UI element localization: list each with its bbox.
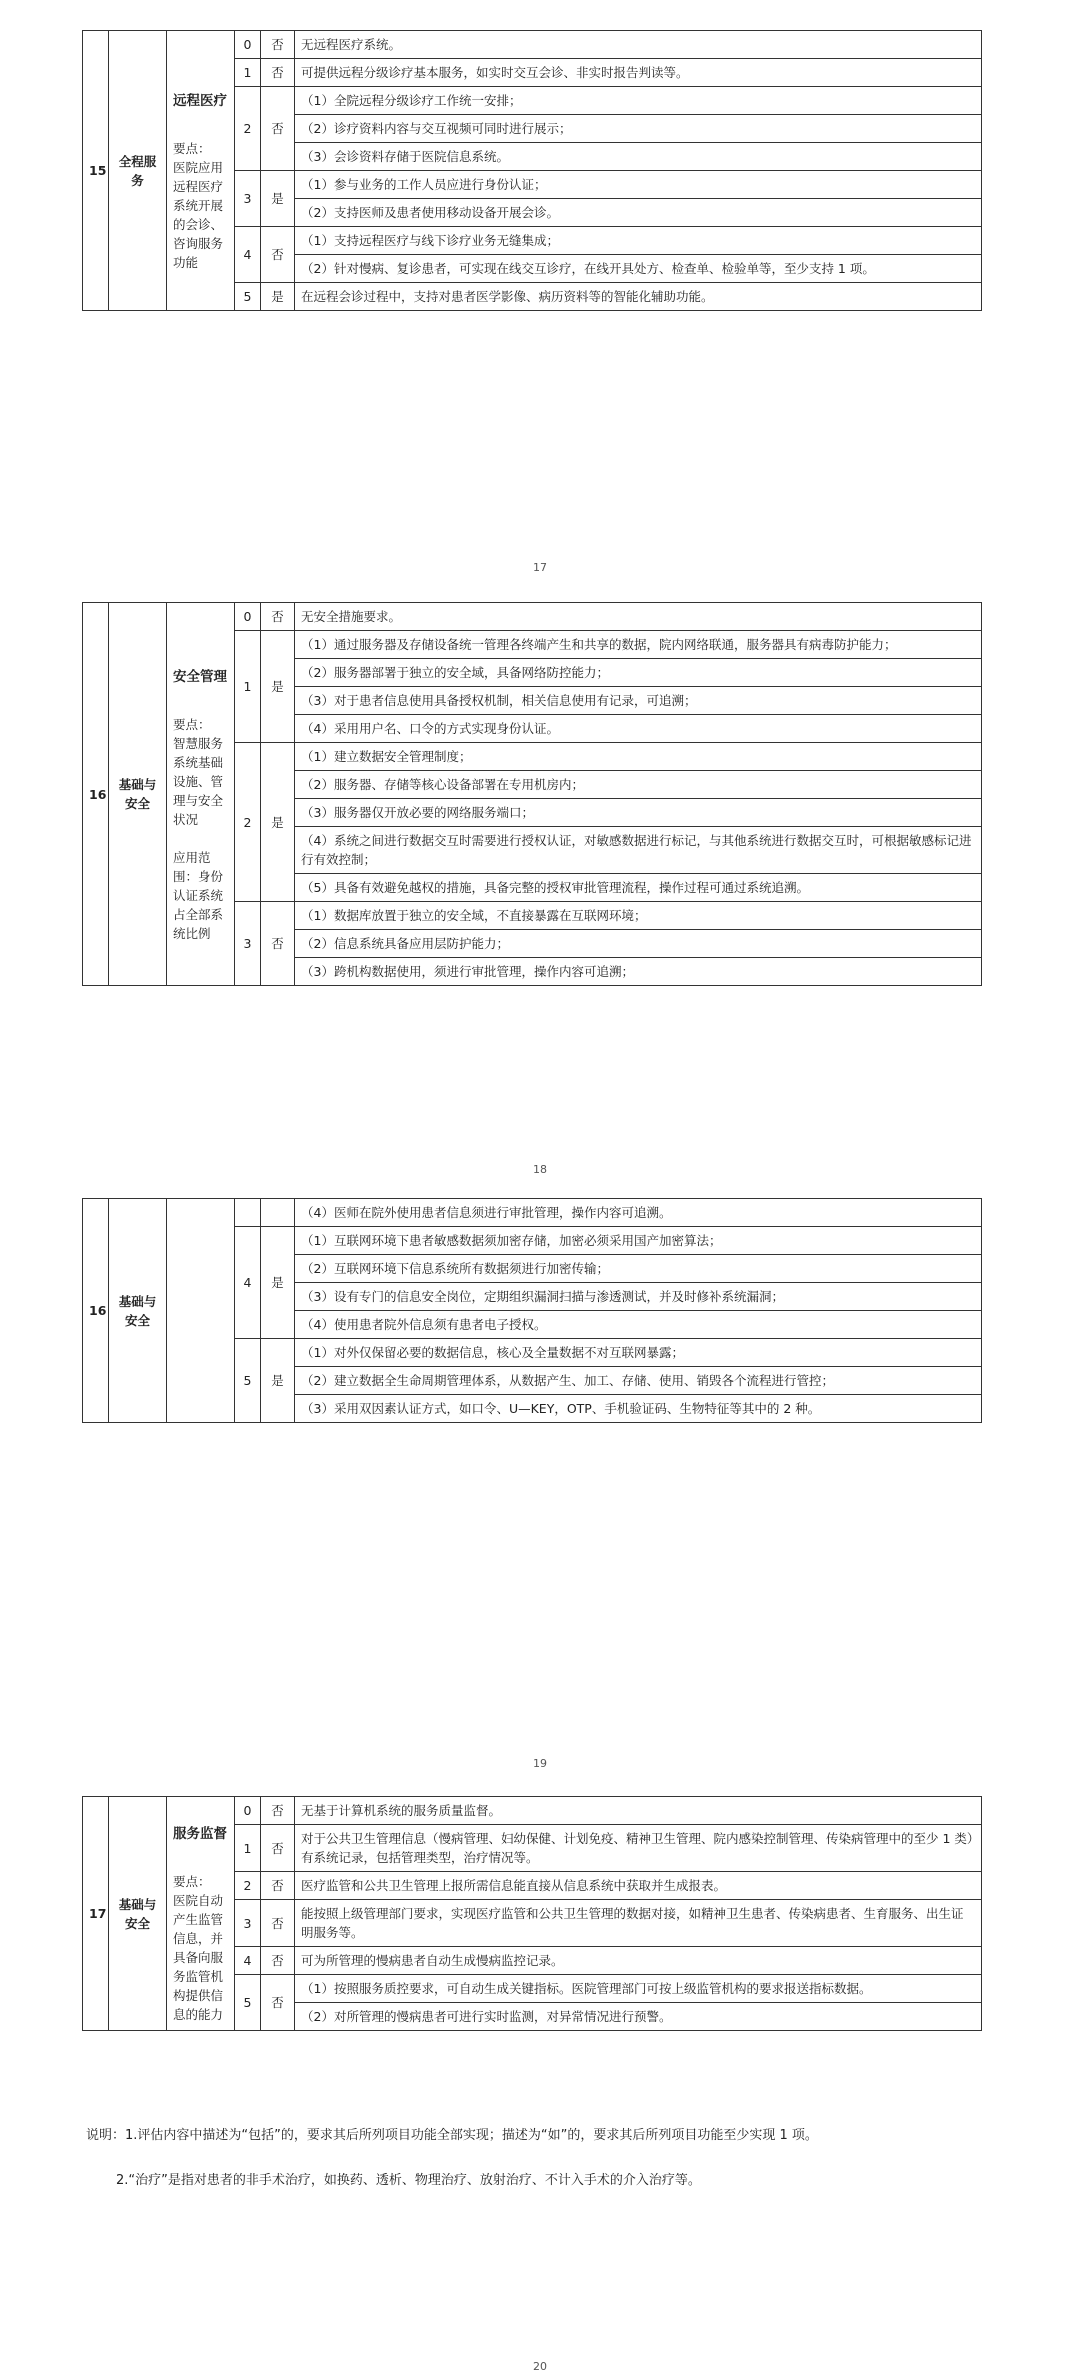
content-cell: （1）支持远程医疗与线下诊疗业务无缝集成； <box>295 227 982 255</box>
basic-requirement-cell: 否 <box>261 1825 295 1872</box>
basic-requirement-cell: 否 <box>261 1947 295 1975</box>
level-cell: 4 <box>235 1227 261 1339</box>
basic-requirement-cell: 否 <box>261 1975 295 2031</box>
content-cell: （1）全院远程分级诊疗工作统一安排； <box>295 87 982 115</box>
content-cell: （1）通过服务器及存储设备统一管理各终端产生和共享的数据，院内网络联通，服务器具有病毒防护能力； <box>295 631 982 659</box>
content-cell: （4）采用用户名、口令的方式实现身份认证。 <box>295 715 982 743</box>
content-cell: 对于公共卫生管理信息（慢病管理、妇幼保健、计划免疫、精神卫生管理、院内感染控制管理、传染病管理中的至少 1 类）有系统记录，包括管理类型，治疗情况等。 <box>295 1825 982 1872</box>
basic-requirement-cell: 是 <box>261 283 295 311</box>
footnote-1: 说明：1.评估内容中描述为“包括”的，要求其后所列项目功能全部实现；描述为“如”的，要求其后所列项目功能至少实现 1 项。 <box>86 2128 818 2143</box>
section-17-table <box>82 1796 982 2031</box>
spacer <box>173 829 228 848</box>
level-cell: 2 <box>235 743 261 902</box>
content-cell: （2）互联网环境下信息系统所有数据须进行加密传输； <box>295 1255 982 1283</box>
row-number: 15 <box>83 31 109 311</box>
content-cell: 能按照上级管理部门要求，实现医疗监管和公共卫生管理的数据对接，如精神卫生患者、传染病患者、生育服务、出生证明服务等。 <box>295 1900 982 1947</box>
level-cell: 2 <box>235 1872 261 1900</box>
requirement-cell <box>167 1199 235 1423</box>
basic-requirement-cell: 是 <box>261 1227 295 1339</box>
page-number: 18 <box>533 1163 547 1176</box>
requirement-title: 远程医疗 <box>173 92 227 109</box>
content-cell: 无基于计算机系统的服务质量监督。 <box>295 1797 982 1825</box>
basic-requirement-cell: 是 <box>261 743 295 902</box>
content-cell: 在远程会诊过程中，支持对患者医学影像、病历资料等的智能化辅助功能。 <box>295 283 982 311</box>
content-cell: （1）对外仅保留必要的数据信息，核心及全量数据不对互联网暴露； <box>295 1339 982 1367</box>
basic-requirement-cell: 否 <box>261 1797 295 1825</box>
basic-requirement-cell <box>261 1199 295 1227</box>
category-cell: 全程服务 <box>109 31 167 311</box>
level-cell: 3 <box>235 902 261 986</box>
category-cell: 基础与安全 <box>109 603 167 986</box>
requirement-description: 智慧服务系统基础设施、管理与安全状况 <box>173 735 224 827</box>
content-cell: 可提供远程分级诊疗基本服务，如实时交互会诊、非实时报告判读等。 <box>295 59 982 87</box>
level-cell <box>235 1199 261 1227</box>
row-number: 16 <box>83 1199 109 1423</box>
category-cell: 基础与安全 <box>109 1199 167 1423</box>
basic-requirement-cell: 否 <box>261 902 295 986</box>
requirement-description: 医院应用远程医疗系统开展的会诊、咨询服务功能 <box>173 159 224 270</box>
category-cell: 基础与安全 <box>109 1797 167 2031</box>
level-cell: 1 <box>235 1825 261 1872</box>
content-cell: （3）对于患者信息使用具备授权机制，相关信息使用有记录，可追溯； <box>295 687 982 715</box>
content-cell: （1）按照服务质控要求，可自动生成关键指标。医院管理部门可按上级监管机构的要求报送指标数据。 <box>295 1975 982 2003</box>
content-cell: （4）系统之间进行数据交互时需要进行授权认证，对敏感数据进行标记，与其他系统进行数据交互时，可根据敏感标记进行有效控制； <box>295 827 982 874</box>
content-cell: （4）使用患者院外信息须有患者电子授权。 <box>295 1311 982 1339</box>
table-row <box>83 31 982 59</box>
page-number: 17 <box>533 561 547 574</box>
content-cell: （3）服务器仅开放必要的网络服务端口； <box>295 799 982 827</box>
content-cell: （2）诊疗资料内容与交互视频可同时进行展示； <box>295 115 982 143</box>
level-cell: 5 <box>235 1975 261 2031</box>
basic-requirement-cell: 否 <box>261 227 295 283</box>
level-cell: 2 <box>235 87 261 171</box>
basic-requirement-cell: 否 <box>261 603 295 631</box>
level-cell: 3 <box>235 1900 261 1947</box>
content-cell: （2）信息系统具备应用层防护能力； <box>295 930 982 958</box>
basic-requirement-cell: 否 <box>261 87 295 171</box>
table-row <box>83 1797 982 1825</box>
requirement-key-label: 要点： <box>173 140 211 156</box>
level-cell: 0 <box>235 31 261 59</box>
requirement-description: 医院自动产生监管信息，并具备向服务监管机构提供信息的能力 <box>173 1893 224 2022</box>
evaluation-table <box>82 602 982 986</box>
content-cell: （3）设有专门的信息安全岗位，定期组织漏洞扫描与渗透测试，并及时修补系统漏洞； <box>295 1283 982 1311</box>
footnote-2: 2.“治疗”是指对患者的非手术治疗，如换药、透析、物理治疗、放射治疗、不计入手术的介入治疗等。 <box>116 2173 701 2188</box>
level-cell: 1 <box>235 631 261 743</box>
content-cell: （2）针对慢病、复诊患者，可实现在线交互诊疗，在线开具处方、检查单、检验单等，至少支持 1 项。 <box>295 255 982 283</box>
requirement-cell <box>167 31 235 311</box>
requirement-cell <box>167 603 235 986</box>
content-cell: （2）服务器部署于独立的安全域，具备网络防控能力； <box>295 659 982 687</box>
basic-requirement-cell: 否 <box>261 1872 295 1900</box>
basic-requirement-cell: 是 <box>261 171 295 227</box>
content-cell: 医疗监管和公共卫生管理上报所需信息能直接从信息系统中获取并生成报表。 <box>295 1872 982 1900</box>
content-cell: （3）会诊资料存储于医院信息系统。 <box>295 143 982 171</box>
section-15-table <box>82 30 982 311</box>
row-number: 17 <box>83 1797 109 2031</box>
level-cell: 4 <box>235 227 261 283</box>
content-cell: （1）建立数据安全管理制度； <box>295 743 982 771</box>
basic-requirement-cell: 否 <box>261 31 295 59</box>
content-cell: （2）对所管理的慢病患者可进行实时监测，对异常情况进行预警。 <box>295 2003 982 2031</box>
content-cell: （2）建立数据全生命周期管理体系，从数据产生、加工、存储、使用、销毁各个流程进行管控； <box>295 1367 982 1395</box>
section-16-continued-table <box>82 1198 982 1423</box>
footnotes <box>86 2124 986 2188</box>
page-number: 19 <box>533 1757 547 1770</box>
content-cell: （1）参与业务的工作人员应进行身份认证； <box>295 171 982 199</box>
basic-requirement-cell: 否 <box>261 1900 295 1947</box>
content-cell: （3）采用双因素认证方式，如口令、U—KEY，OTP、手机验证码、生物特征等其中的 2 种。 <box>295 1395 982 1423</box>
page-number: 20 <box>533 2360 547 2373</box>
level-cell: 0 <box>235 1797 261 1825</box>
level-cell: 5 <box>235 283 261 311</box>
evaluation-table <box>82 1796 982 2031</box>
content-cell: （4）医师在院外使用患者信息须进行审批管理，操作内容可追溯。 <box>295 1199 982 1227</box>
requirement-key-label: 要点： <box>173 1874 211 1889</box>
requirement-title: 安全管理 <box>173 668 227 685</box>
requirement-key-label: 要点： <box>173 716 211 732</box>
content-cell: （2）支持医师及患者使用移动设备开展会诊。 <box>295 199 982 227</box>
requirement-cell <box>167 1797 235 2031</box>
level-cell: 1 <box>235 59 261 87</box>
content-cell: （3）跨机构数据使用，须进行审批管理，操作内容可追溯； <box>295 958 982 986</box>
evaluation-table <box>82 1198 982 1423</box>
content-cell: （5）具备有效避免越权的措施，具备完整的授权审批管理流程，操作过程可通过系统追溯。 <box>295 874 982 902</box>
content-cell: （1）数据库放置于独立的安全域，不直接暴露在互联网环境； <box>295 902 982 930</box>
level-cell: 0 <box>235 603 261 631</box>
level-cell: 3 <box>235 171 261 227</box>
row-number: 16 <box>83 603 109 986</box>
requirement-title: 服务监督 <box>173 1826 227 1842</box>
basic-requirement-cell: 是 <box>261 631 295 743</box>
basic-requirement-cell: 否 <box>261 59 295 87</box>
table-row <box>83 1199 982 1227</box>
content-cell: 可为所管理的慢病患者自动生成慢病监控记录。 <box>295 1947 982 1975</box>
evaluation-table <box>82 30 982 311</box>
content-cell: （2）服务器、存储等核心设备部署在专用机房内； <box>295 771 982 799</box>
content-cell: 无远程医疗系统。 <box>295 31 982 59</box>
section-16-table <box>82 602 982 986</box>
content-cell: 无安全措施要求。 <box>295 603 982 631</box>
content-cell: （1）互联网环境下患者敏感数据须加密存储，加密必须采用国产加密算法； <box>295 1227 982 1255</box>
level-cell: 5 <box>235 1339 261 1423</box>
requirement-scope: 应用范围：身份认证系统占全部系统比例 <box>173 849 224 941</box>
table-row <box>83 603 982 631</box>
level-cell: 4 <box>235 1947 261 1975</box>
basic-requirement-cell: 是 <box>261 1339 295 1423</box>
